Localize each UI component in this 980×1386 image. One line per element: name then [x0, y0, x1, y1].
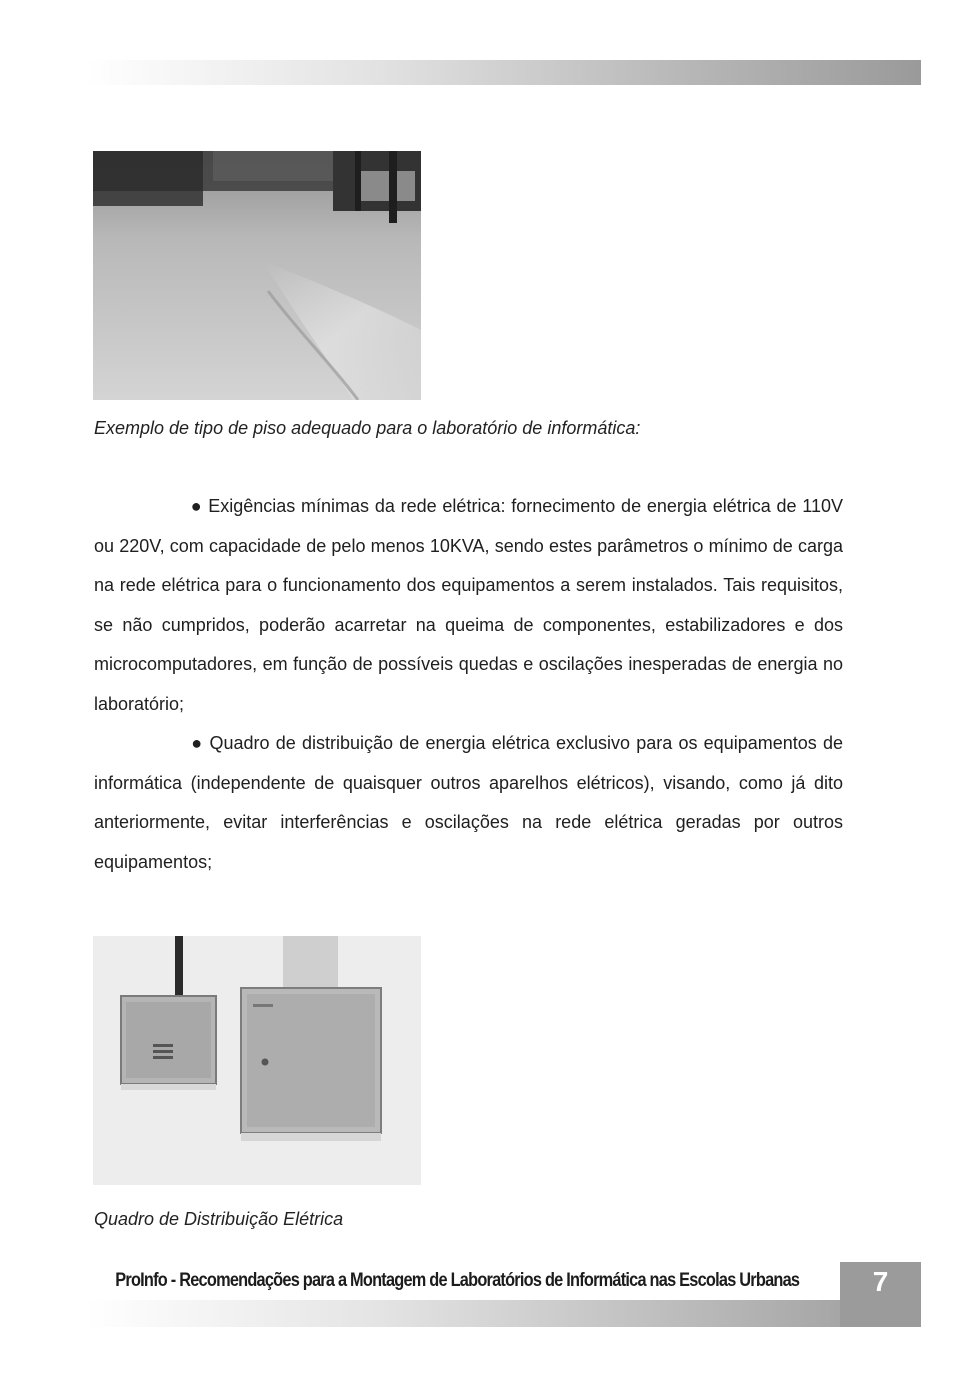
figure-caption-floor: Exemplo de tipo de piso adequado para o laboratório de informática:	[94, 418, 641, 438]
figure-caption-panel: Quadro de Distribuição Elétrica	[94, 1209, 344, 1229]
header-decorative-band	[86, 60, 921, 85]
paragraph-text: ● Quadro de distribuição de energia elétrica exclusivo para os equipamentos de informática (independente de quaisquer outros aparelhos elétricos), visando, como já dito anteriormente, evitar interferências e oscilações na rede elétrica geradas por outros equipamentos;	[94, 733, 843, 872]
body-text	[94, 487, 843, 882]
paragraph-text: ● Exigências mínimas da rede elétrica: fornecimento de energia elétrica de 110V ou 220V, com capacidade de pelo menos 10KVA, sendo estes parâmetros o mínimo de carga na rede elétrica para o funcionamento dos equipamentos a serem instalados. Tais requisitos, se não cumpridos, poderão acarretar na queima de componentes, estabilizadores e dos microcomputadores, em função de possíveis quedas e oscilações inesperadas de energia no laboratório;	[94, 496, 843, 714]
footer-decorative-band	[86, 1300, 921, 1327]
paragraph-electrical-requirements	[94, 487, 843, 724]
paragraph-distribution-panel	[94, 724, 843, 882]
footer-title: ProInfo - Recomendações para a Montagem de Laboratórios de Informática nas Escolas Urbanas	[115, 1270, 800, 1291]
page-number: 7	[840, 1262, 921, 1327]
electrical-panel-photo-icon	[93, 936, 421, 1185]
floor-photo-icon	[93, 151, 421, 400]
